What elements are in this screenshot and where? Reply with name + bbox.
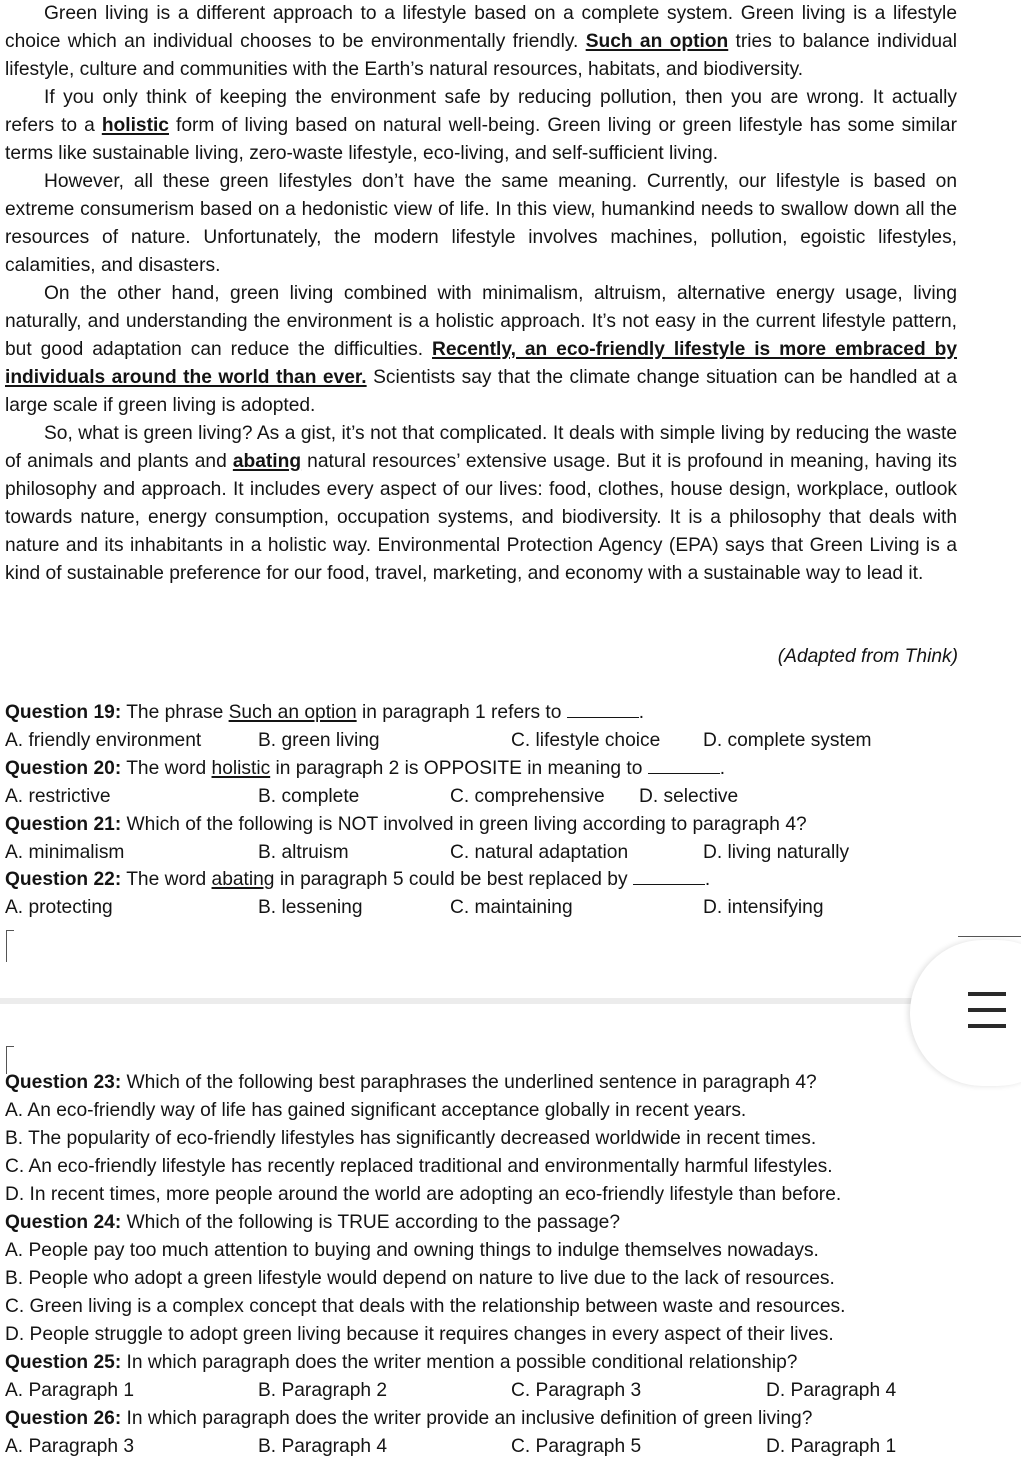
option-c[interactable]: C. maintaining [450,897,573,918]
option-c[interactable]: C. natural adaptation [450,842,629,863]
paragraph-2: If you only think of keeping the environment safe by reducing pollution, then you are wrong. It actually refers to a holistic form of living based on natural well-being. Green living or green lifestyle has some similar terms like sustainable living, zero-waste lifestyle, eco-living, and self-sufficient living. [5,87,957,164]
question-25: Question 25: In which paragraph does the writer mention a possible conditional relationship? A. Paragraph 1 B. Paragraph 2 C. Paragraph 3 D. Paragraph 4 [5,1349,1005,1405]
underlined-word-holistic: holistic [101,115,169,136]
option-b[interactable]: B. complete [258,786,360,807]
question-23: Question 23: Which of the following best paraphrases the underlined sentence in paragraph 4? A. An eco-friendly way of life has gained significant acceptance globally in recent years. B. The popularity of eco-friendly lifestyles has significantly decreased worldwide in recent times. C. An eco-friendly lifestyle has recently replaced traditional and environmentally harmful lifestyles. D. In recent times, more people around the world are adopting an eco-friendly lifestyle than before. [5,1069,841,1209]
paragraph-1: Green living is a different approach to a lifestyle based on a complete system. Green living is a lifestyle choice which an individual chooses to be environmentally friendly. Such an option tries to balance individual lifestyle, culture and communities with the Earth’s natural resources, habitats, and biodiversity. [5,3,957,80]
question-24: Question 24: Which of the following is TRUE according to the passage? A. People pay too much attention to buying and owning things to indulge themselves nowadays. B. People who adopt a green lifestyle would depend on nature to live due to the lack of resources. C. Green living is a complex concept that deals with the relationship between waste and resources. D. People struggle to adopt green living because it requires changes in every aspect of their lives. [5,1209,845,1349]
question-label: Question 23: [5,1072,122,1093]
passage-source: (Adapted from Think) [777,646,958,667]
question-20: Question 20: The word holistic in paragraph 2 is OPPOSITE in meaning to . A. restrictive B. complete C. comprehensive D. selective [5,755,1005,811]
paragraph-5: So, what is green living? As a gist, it’s not that complicated. It deals with simple living by reducing the waste of animals and plants and abating natural resources’ extensive usage. But it is profound in meaning, having its philosophy and approach. It includes every aspect of our lives: food, clothes, house design, workplace, outlook towards nature, energy consumption, occupation systems, and biodiversity. It is a philosophy that deals with nature and its inhabitants in a holistic way. Environmental Protection Agency (EPA) says that Green Living is a kind of sustainable preference for our food, travel, marketing, and economy with a sustainable way to lead it. [5,423,957,584]
option-a[interactable]: A. Paragraph 3 [5,1436,135,1457]
question-label: Question 24: [5,1212,122,1233]
option-d[interactable]: D. Paragraph 4 [766,1380,897,1401]
question-label: Question 25: [5,1352,122,1373]
menu-button[interactable] [910,940,1021,1086]
answer-blank [567,699,639,718]
option-c[interactable]: C. Paragraph 5 [511,1436,642,1457]
options-row [5,1433,1005,1461]
option-a[interactable]: A. restrictive [5,786,111,807]
option-d[interactable]: D. intensifying [703,897,824,918]
options-row [5,727,1005,755]
answer-blank [648,755,720,774]
underlined-word-abating: abating [232,451,302,472]
option-a[interactable]: A. friendly environment [5,730,202,751]
question-label: Question 21: [5,814,122,835]
options-row [5,1377,1005,1405]
option-a[interactable]: A. People pay too much attention to buying and owning things to indulge themselves nowadays. [5,1240,819,1261]
page-divider [0,998,1021,1004]
paragraph-4: On the other hand, green living combined with minimalism, altruism, alternative energy usage, living naturally, and understanding the environment is a holistic approach. It’s not easy in the current lifestyle pattern, but good adaptation can reduce the difficulties. Recently, an eco-friendly lifestyle is more embraced by individuals around the world than ever. Scientists say that the climate change situation can be handled at a large scale if green living is adopted. [5,283,957,416]
option-d[interactable]: D. People struggle to adopt green living because it requires changes in every aspect of their lives. [5,1324,834,1345]
page-corner-mark [6,930,7,962]
option-c[interactable]: C. Paragraph 3 [511,1380,642,1401]
question-label: Question 20: [5,758,122,779]
option-b[interactable]: B. People who adopt a green lifestyle would depend on nature to live due to the lack of resources. [5,1268,835,1289]
option-b[interactable]: B. Paragraph 4 [258,1436,388,1457]
option-b[interactable]: B. altruism [258,842,349,863]
options-row [5,894,1005,922]
hamburger-menu-icon [968,992,1006,1028]
reading-passage [5,0,957,588]
options-row [5,783,1005,811]
underlined-phrase-such-an-option: Such an option [585,31,729,52]
question-21: Question 21: Which of the following is NOT involved in green living according to paragraph 4? A. minimalism B. altruism C. natural adaptation D. living naturally [5,811,1005,867]
paragraph-3: However, all these green lifestyles don’t have the same meaning. Currently, our lifestyle is based on extreme consumerism based on a hedonistic view of life. In this view, humankind needs to swallow down all the resources of nature. Unfortunately, the modern lifestyle involves machines, pollution, egoistic lifestyles, calamities, and disasters. [5,171,957,276]
option-b[interactable]: B. The popularity of eco-friendly lifestyles has significantly decreased worldwide in recent times. [5,1128,817,1149]
answer-blank [633,866,705,885]
option-a[interactable]: A. Paragraph 1 [5,1380,135,1401]
page-corner-mark [958,936,1021,937]
option-c[interactable]: C. lifestyle choice [511,730,661,751]
question-26: Question 26: In which paragraph does the writer provide an inclusive definition of green living? A. Paragraph 3 B. Paragraph 4 C. Paragraph 5 D. Paragraph 1 [5,1405,1005,1461]
question-19: Question 19: The phrase Such an option in paragraph 1 refers to . A. friendly environment B. green living C. lifestyle choice D. complete system [5,699,1005,755]
option-c[interactable]: C. An eco-friendly lifestyle has recently replaced traditional and environmentally harmful lifestyles. [5,1156,833,1177]
option-b[interactable]: B. Paragraph 2 [258,1380,388,1401]
option-c[interactable]: C. comprehensive [450,786,605,807]
question-22: Question 22: The word abating in paragraph 5 could be best replaced by . A. protecting B. lessening C. maintaining D. intensifying [5,866,1005,922]
option-a[interactable]: A. protecting [5,897,113,918]
options-row [5,839,1005,867]
option-c[interactable]: C. Green living is a complex concept that deals with the relationship between waste and resources. [5,1296,846,1317]
option-a[interactable]: A. minimalism [5,842,125,863]
question-label: Question 26: [5,1408,122,1429]
page-corner-mark [6,1046,14,1047]
question-label: Question 22: [5,869,122,890]
option-d[interactable]: D. selective [639,786,739,807]
option-d[interactable]: D. Paragraph 1 [766,1436,897,1457]
option-a[interactable]: A. An eco-friendly way of life has gained significant acceptance globally in recent years. [5,1100,747,1121]
option-b[interactable]: B. lessening [258,897,363,918]
page-corner-mark [6,930,14,931]
option-b[interactable]: B. green living [258,730,380,751]
option-d[interactable]: D. In recent times, more people around the world are adopting an eco-friendly lifestyle than before. [5,1184,842,1205]
option-d[interactable]: D. living naturally [703,842,850,863]
option-d[interactable]: D. complete system [703,730,872,751]
underlined-sentence: Recently, an eco-friendly lifestyle is more embraced by individuals around the world than ever. [5,339,957,388]
question-label: Question 19: [5,702,122,723]
